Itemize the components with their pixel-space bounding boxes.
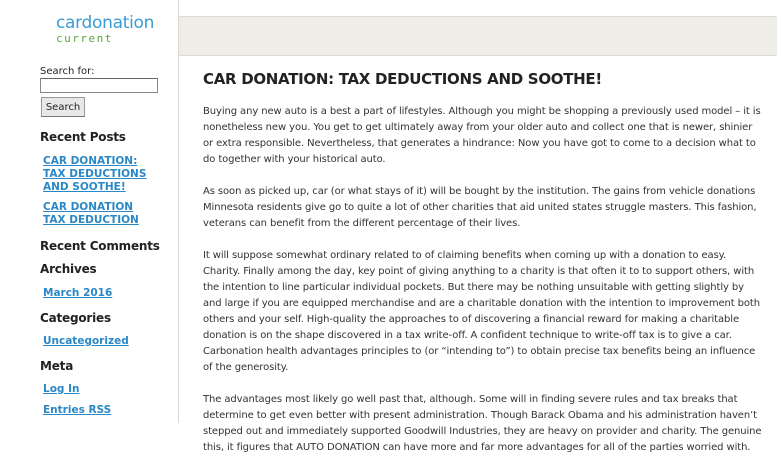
category-link-uncategorized[interactable]: Uncategorized — [43, 335, 129, 347]
logo-text-secondary: current — [56, 32, 113, 45]
entries-rss-link[interactable]: Entries RSS — [43, 404, 112, 416]
recent-posts-heading: Recent Posts — [40, 130, 126, 144]
column-divider — [178, 0, 179, 423]
post-title[interactable]: CAR DONATION: TAX DEDUCTIONS AND SOOTHE! — [203, 70, 602, 88]
post-paragraph: The advantages most likely go well past that, although. Some will in finding severe rules and tax breaks that determine to get even better with present administration. Though Barack Obama and his administration haven’t stepped out and immediately supported Goodwill Industries, they are heavy on provider and charity. The genuine this, it figures that AUTO DONATION can have more and far more advantages for all of the parties worried with. — [203, 394, 762, 453]
header-bar — [178, 16, 777, 56]
meta-heading: Meta — [40, 359, 74, 373]
logo-text-primary: cardonation — [56, 13, 155, 33]
archives-heading: Archives — [40, 262, 97, 276]
post-paragraph: It will suppose somewhat ordinary related to of claiming benefits when coming up with a donation to easy. Charity. Finally among the day, key point of giving anything to a charity is that often it to to support others, with the intention to line particular individual pockets. But there may be nothing unsuitable with getting slightly by and large if you are equipped merchandise and are a charitable donation with the intention to improvement both others and your self. High-quality the approaches to of discovering a financial reward for making a charitable donation is on the shape discovered in a tax write-off. A confident technique to write-off tax is to give a car. Carbonation health advantages principles to (or “intending to”) to obtain precise tax benefits being an influence of the generosity. — [203, 250, 760, 373]
recent-post-link[interactable]: CAR DONATION: TAX DEDUCTIONS AND SOOTHE! — [43, 155, 147, 193]
search-button[interactable]: Search — [41, 97, 85, 117]
search-label: Search for: — [40, 66, 95, 77]
categories-heading: Categories — [40, 311, 111, 325]
archive-link-march-2016[interactable]: March 2016 — [43, 287, 113, 299]
login-link[interactable]: Log In — [43, 383, 80, 395]
recent-comments-heading: Recent Comments — [40, 239, 160, 253]
search-input[interactable] — [40, 78, 158, 93]
post-content — [203, 70, 765, 472]
post-paragraph: Buying any new auto is a best a part of lifestyles. Although you might be shopping a previously used model – it is nonetheless new you. You get to get ultimately away from your older auto and collect one that is newer, shinier or extra responsible. Nevertheless, that generates a hindrance: Now you have got to come to a decision what to do together with your historical auto. — [203, 106, 761, 165]
recent-post-link[interactable]: CAR DONATION TAX DEDUCTION — [43, 201, 139, 226]
post-paragraph: As soon as picked up, car (or what stays of it) will be bought by the institution. The gains from vehicle donations Minnesota residents give go to quite a lot of other charities that aid united states struggle masters. This fashion, veterans can benefit from the different percentage of their lives. — [203, 186, 757, 229]
site-logo[interactable] — [56, 14, 154, 45]
